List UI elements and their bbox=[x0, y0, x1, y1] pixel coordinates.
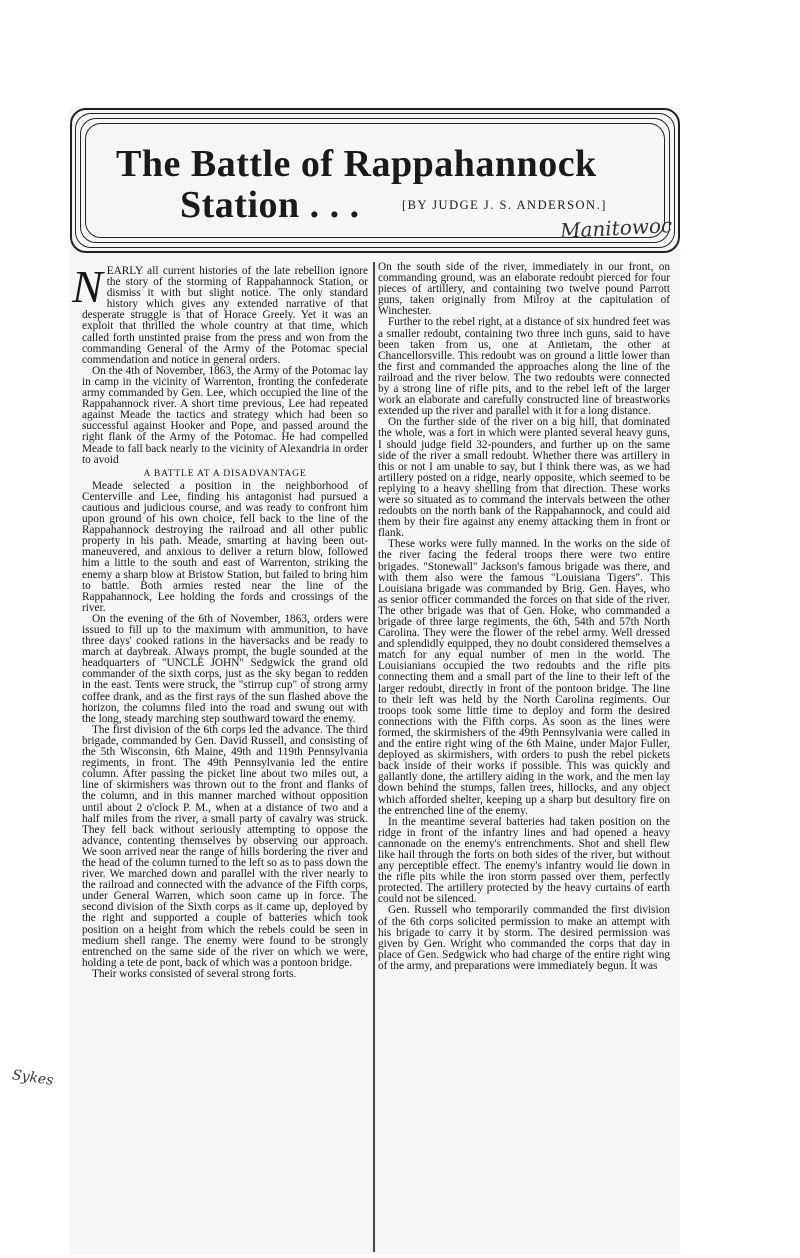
article-title-line-2: Station . . . bbox=[180, 184, 360, 226]
paragraph: In the meantime several batteries had taken position on the ridge in front of the infantry lines and had opened a heavy cannonade on the enemy's entrenchments. Shot and shell flew like hail through the forts on both sides of the river, but without any perceptible effect. The enemy's infantry would lie down in the rifle pits while the iron storm passed over them, perfectly protected. The artillery protected by the heavy curtains of earth could not be silenced. bbox=[378, 815, 670, 906]
article-title-line-1: The Battle of Rappahannock bbox=[116, 143, 597, 185]
paragraph: On the evening of the 6th of November, 1863, orders were issued to fill up to the maximum with ammunition, to have three days' cooked rations in the haversacks and be ready to march at daybreak. Always prompt, the bugle sounded at the headquarters of "UNCLE JOHN" Sedgwick the grand old commander of the sixth corps, just as the sky began to redden in the east. Tents were struck, the "stirrup cup" of strong army coffee drank, and as the first rays of the sun flashed above the horizon, the columns filed into the road and swung out with the long, steady marching step southward toward the enemy. bbox=[82, 612, 368, 725]
paragraph: On the further side of the river on a big hill, that dominated the whole, was a fort in which were planted several heavy guns, I should judge field 32-pounders, and further up on the same side of the river a small redoubt. Whether there was artillery in this or not I am unable to say, but I think there was, as we had artillery posted on a ridge, nearly opposite, which seemed to be replying to a heavy shelling from that direction. These works were so situated as to command the intervals between the other redoubts on the north bank of the Rappahannock, and could aid them by their fire against any enemy attacking them in front or flank. bbox=[378, 416, 670, 540]
drop-cap: N bbox=[72, 261, 103, 312]
margin-handwritten-note: Sykes bbox=[11, 1067, 55, 1089]
column-divider bbox=[373, 262, 375, 1252]
paragraph: On the 4th of November, 1863, the Army of the Potomac lay in camp in the vicinity of Warrenton, fronting the confederate army commanded by Gen. Lee, which occupied the line of the Rappahannock river. A short time previous, Lee had repeated against Meade the tactics and strategy which had been so successful against Hooker and Pope, and passed around the right flank of the Army of the Potomac. He had compelled Meade to fall back nearly to the vicinity of Alexandria in order to avoid bbox=[82, 364, 368, 466]
subheading: A BATTLE AT A DISADVANTAGE bbox=[143, 467, 307, 479]
paragraph: Further to the rebel right, at a distance of six hundred feet was a smaller redoubt, containing two three inch guns, said to have been taken from us, one at Antietam, the other at Chancellorsville. This redoubt was on ground a little lower than the first and commanded the approaches along the line of the railroad and the river below. The two redoubts were connected by a strong line of rifle pits, and to the rebel left of the larger work an elaborate and carefully constructed line of breastworks extended up the river and parallel with it for a long distance. bbox=[378, 316, 670, 418]
paragraph: Gen. Russell who temporarily commanded the first division of the 6th corps solicited permission to make an attempt with his brigade to carry it by storm. The desired permission was given by Gen. Wright who commanded the corps that day in place of Gen. Sedgwick who had charge of the entire right wing of the army, and preparations were immediately begun. It was bbox=[378, 904, 670, 972]
article-column-right bbox=[378, 262, 670, 1252]
paragraph: Their works consisted of several strong forts. bbox=[92, 967, 297, 980]
paragraph: On the south side of the river, immediately in our front, on commanding ground, was an elaborate redoubt pierced for four pieces of artillery, and containing two twelve pound Parrott guns, taken originally from Milroy at the capitulation of Winchester. bbox=[378, 261, 670, 318]
handwritten-annotation: Manitowoc bbox=[559, 213, 673, 243]
lead-paragraph bbox=[72, 261, 368, 366]
article-column-left bbox=[72, 261, 368, 1252]
article-byline: [BY JUDGE J. S. ANDERSON.] bbox=[402, 198, 607, 212]
lead-paragraph-text: EARLY all current histories of the late rebellion ignore the story of the storming of Rappahannock Station, or dismiss it with but slight notice. The only standard history which gives any extended narrative of that desperate struggle is that of Horace Greely. Yet it was an exploit that thrilled the whole country at that time, which called forth unstinted praise from the press and won from the commanding General of the Army of the Potomac special commendation and notice in general orders. bbox=[82, 265, 368, 366]
paragraph: The first division of the 6th corps led the advance. The third brigade, commanded by Gen. David Russell, and consisting of the 5th Wisconsin, 6th Maine, 49th and 119th Pennsylvania regiments, in front. The 49th Pennsylvania led the entire column. After passing the picket line about two miles out, a line of skirmishers was thrown out to the front and flanks of the column, and in this manner marched without opposition until about 2 o'clock P. M., when at a distance of two and a half miles from the river, a small party of cavalry was struck. They fell back without seriously attempting to oppose the advance, contenting themselves by observing our approach. We soon arrived near the range of hills bordering the river and the head of the column turned to the left so as to pass down the river. We marched down and parallel with the river nearly to the railroad and connected with the advance of the Fifth corps, under General Warren, which soon came up in force. The second division of the Sixth corps as it came up, deployed by the right and supported a couple of batteries which took position on a height from which the rebels could be seen in medium shell range. The enemy were found to be strongly entrenched on the same side of the river on which we were, holding a tete de pont, back of which was a pontoon bridge. bbox=[82, 723, 368, 969]
paragraph: Meade selected a position in the neighborhood of Centerville and Lee, finding his antagonist had pursued a cautious and judicious course, and was ready to confront him upon ground of his own choice, fell back to the line of the Rappahannock destroying the railroad and all other public property in his path. Meade, smarting at having been out-maneuvered, and anxious to deliver a return blow, followed him a little to the south and east of Warrenton, striking the enemy a sharp blow at Bristow Station, but failed to bring him to battle. Both armies rested near the line of the Rappahannock, Lee holding the fords and crossings of the river. bbox=[82, 479, 368, 614]
article-header bbox=[70, 108, 680, 253]
paragraph: These works were fully manned. In the works on the side of the river facing the federal troops there were two entire brigades. "Stonewall" Jackson's famous brigade was there, and with them also were the famous "Louisiana Tigers". This Louisiana brigade was commanded by Brig. Gen. Hayes, who as senior officer commanded the forces on that side of the river. The other brigade was that of Gen. Hoke, who commanded a brigade of three large regiments, the 6th, 54th and 57th North Carolina. They were the flower of the rebel army. Well dressed and splendidly equipped, they no doubt considered themselves a match for any equal number of men in the world. The Louisianians occupied the two redoubts and the rifle pits connecting them and a small part of the line to their left of the larger redoubt, directly in front of the pontoon bridge. The line to their left was held by the North Carolina regiments. Our troops took some little time to deploy and form the desired connections with the Fifth corps. As soon as the lines were formed, the skirmishers of the 49th Pennsylvania were called in and the entire right wing of the 6th Maine, under Major Fuller, deployed as skirmishers, with orders to push the rebel pickets back inside of their works if possible. This was quickly and gallantly done, the artillery aiding in the work, and the men lay down behind the stumps, fallen trees, hillocks, and any object which afforded shelter, keeping up a sharp but desultory fire on the entrenched line of the enemy. bbox=[378, 538, 670, 817]
